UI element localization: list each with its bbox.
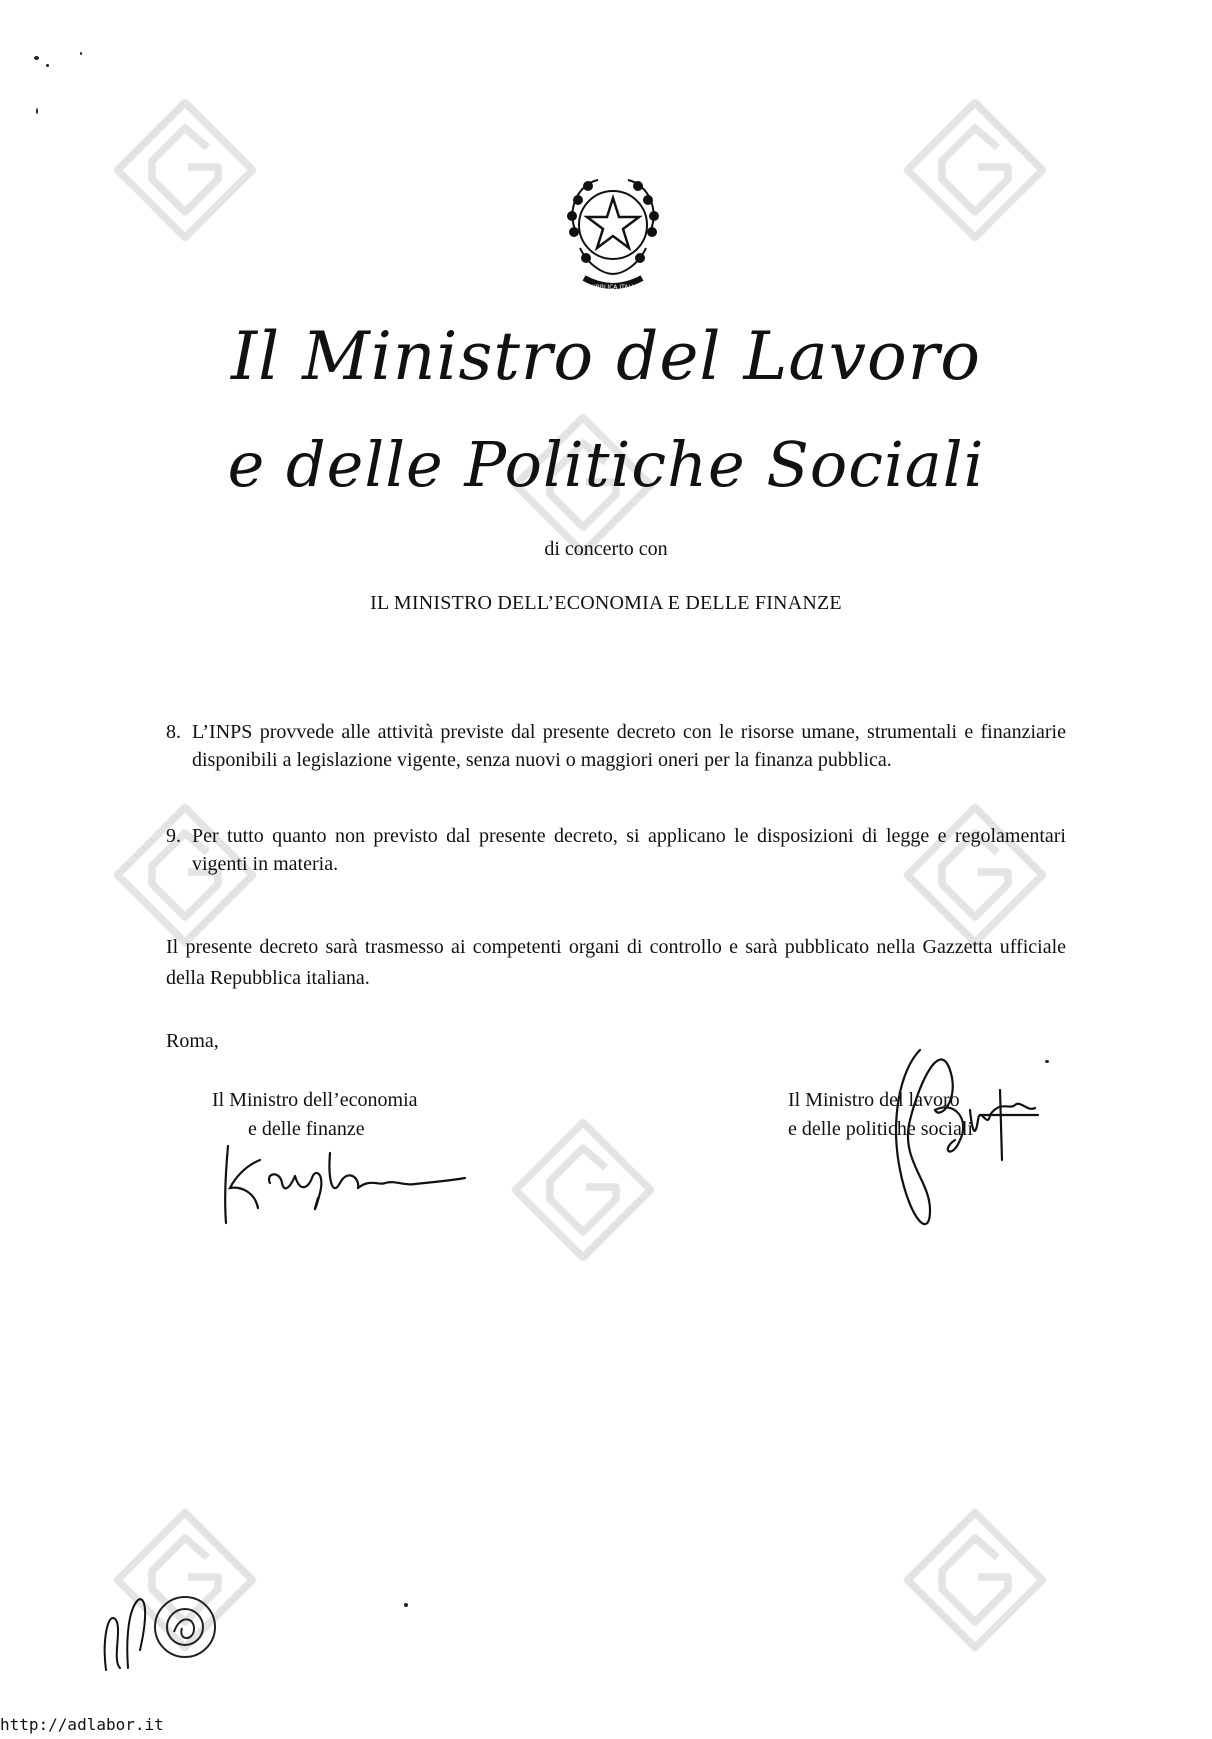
clause-9 — [166, 822, 1066, 878]
concert-text: di concerto con — [544, 538, 668, 560]
footer-url: http://adlabor.it — [0, 1715, 164, 1734]
signature-title-line1: Il Ministro dell’economia — [212, 1089, 418, 1111]
watermark-logo-icon — [900, 1505, 1050, 1655]
clause-number: 9. — [166, 825, 181, 847]
scan-speck — [80, 52, 82, 55]
signature-title-line2: e delle finanze — [248, 1118, 365, 1140]
scan-speck — [404, 1603, 408, 1607]
handwritten-signature-labour — [860, 1030, 1040, 1250]
signature-title-line2: e delle politiche sociali — [788, 1118, 973, 1140]
scan-speck — [46, 64, 49, 67]
clause-text: L’INPS provvede alle attività previste dal presente decreto con le risorse umane, strumentali e finanziarie disponibili a legislazione vigente, senza nuovi o maggiori oneri per la finanza pubblica. — [192, 721, 1066, 771]
stamp-seal-icon — [150, 1592, 220, 1662]
scan-speck — [34, 56, 39, 60]
ministry-title-line1: Il Ministro del Lavoro — [231, 318, 981, 395]
initials-mark — [98, 1590, 158, 1675]
scan-speck — [1045, 1060, 1049, 1063]
watermark-logo-icon — [508, 1115, 658, 1265]
clause-text: Per tutto quanto non previsto dal presente decreto, si applicano le disposizioni di legge e regolamentari vigenti in materia. — [192, 825, 1066, 875]
clause-8 — [166, 718, 1066, 774]
second-minister-heading: IL MINISTRO DELL’ECONOMIA E DELLE FINANZE — [370, 592, 842, 614]
signature-block-economy — [212, 1086, 418, 1144]
signature-title-line1: Il Ministro del lavoro — [788, 1089, 960, 1111]
svg-text:REPUBBLICA ITALIANA: REPUBBLICA ITALIANA — [579, 284, 647, 291]
star-icon — [587, 198, 639, 248]
ministry-title-line2: e delle Politiche Sociali — [227, 428, 985, 501]
repubblica-italiana-emblem-icon — [558, 170, 668, 300]
final-paragraph: Il presente decreto sarà trasmesso ai competenti organi di controllo e sarà pubblicato nella Gazzetta ufficiale della Repubblica italiana. — [166, 936, 1066, 989]
scan-speck — [36, 108, 38, 114]
watermark-logo-icon — [900, 95, 1050, 245]
handwritten-signature-economy — [200, 1138, 470, 1228]
clause-number: 8. — [166, 721, 181, 743]
watermark-logo-icon — [110, 95, 260, 245]
place: Roma, — [166, 1030, 219, 1052]
